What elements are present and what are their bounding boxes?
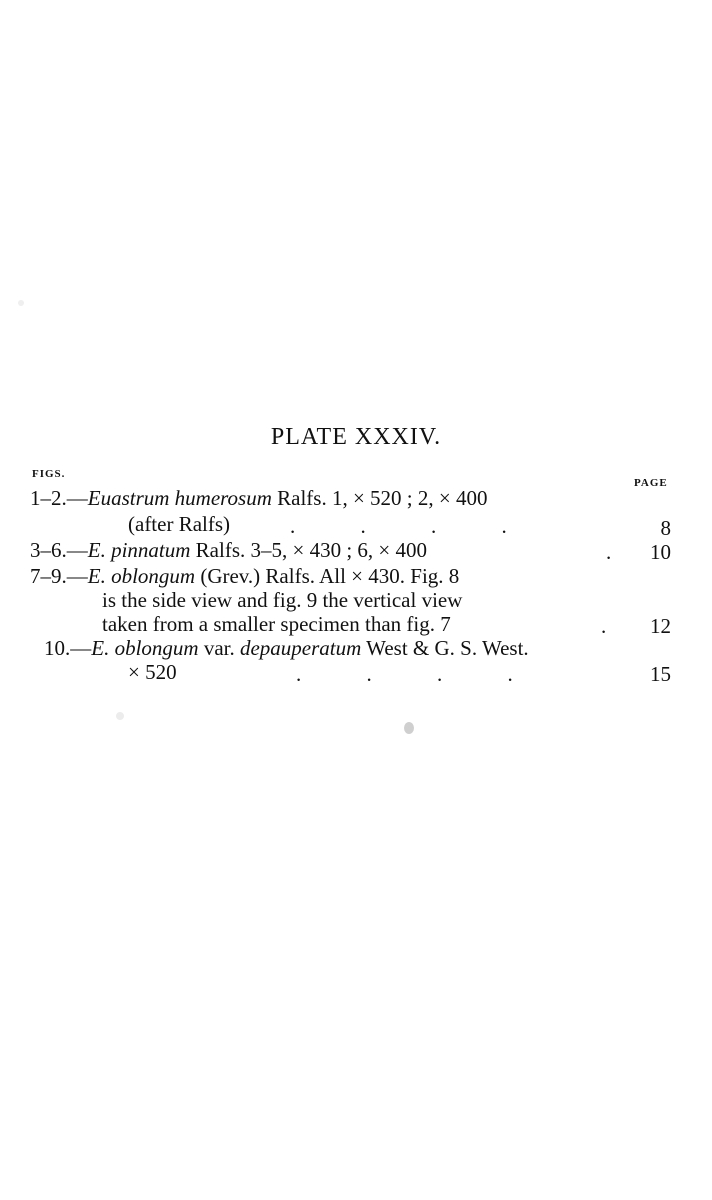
entry-3-line-1 bbox=[30, 564, 459, 588]
entry-3-line-3: taken from a smaller specimen than fig. 7 bbox=[102, 612, 451, 636]
entry-1-leader-dots bbox=[290, 514, 507, 538]
entry-3-species: E. oblongum bbox=[87, 564, 196, 588]
entry-4-line-2: × 520 bbox=[128, 660, 177, 684]
entry-3-description: (Grev.) Ralfs. All × 430. Fig. 8 bbox=[195, 564, 460, 588]
entry-4-line-1 bbox=[44, 636, 529, 660]
entry-1-page: 8 bbox=[660, 516, 671, 540]
entry-2-line-1 bbox=[30, 538, 427, 562]
entry-2-dash: — bbox=[66, 538, 88, 562]
page-column-label: PAGE bbox=[634, 477, 668, 489]
entry-4-description: West & G. S. West. bbox=[361, 636, 529, 660]
entry-1-dots-text: . . . . bbox=[290, 514, 507, 538]
entry-4-dash: — bbox=[70, 636, 92, 660]
entry-4-page: 15 bbox=[650, 662, 671, 686]
paper-speck bbox=[116, 712, 124, 720]
paper-speck bbox=[404, 722, 414, 734]
entry-2-description: Ralfs. 3–5, × 430 ; 6, × 400 bbox=[190, 538, 428, 562]
entry-2-figs: 3–6. bbox=[30, 538, 67, 562]
entry-1-description: Ralfs. 1, × 520 ; 2, × 400 bbox=[271, 486, 488, 510]
entry-1-line-1 bbox=[30, 486, 488, 510]
entry-1-figs: 1–2. bbox=[30, 486, 67, 510]
entry-4-figs: 10. bbox=[44, 636, 71, 660]
entry-3-figs: 7–9. bbox=[30, 564, 67, 588]
entry-3-line-2: is the side view and fig. 9 the vertical view bbox=[102, 588, 463, 612]
figs-column-label: FIGS. bbox=[32, 468, 66, 480]
entry-4-species: E. oblongum bbox=[91, 636, 199, 660]
entry-2-species: E. pinnatum bbox=[87, 538, 191, 562]
entry-4-variety: depauperatum bbox=[239, 636, 362, 660]
entry-1-dash: — bbox=[66, 486, 88, 510]
plate-title: PLATE XXXIV. bbox=[270, 424, 442, 450]
entry-1-line-2: (after Ralfs) bbox=[128, 512, 231, 536]
entry-4-dots-text: . . . . bbox=[296, 662, 513, 686]
entry-3-page: 12 bbox=[650, 614, 671, 638]
entry-4-var: var. bbox=[198, 636, 240, 660]
entry-3-dash: — bbox=[66, 564, 88, 588]
entry-1-species: Euastrum humerosum bbox=[87, 486, 272, 510]
entry-2-leader-dots: . bbox=[606, 540, 612, 564]
entry-3-leader-dots: . bbox=[601, 614, 607, 638]
entry-2-page: 10 bbox=[650, 540, 671, 564]
entry-4-leader-dots bbox=[296, 662, 513, 686]
paper-speck bbox=[18, 300, 24, 306]
